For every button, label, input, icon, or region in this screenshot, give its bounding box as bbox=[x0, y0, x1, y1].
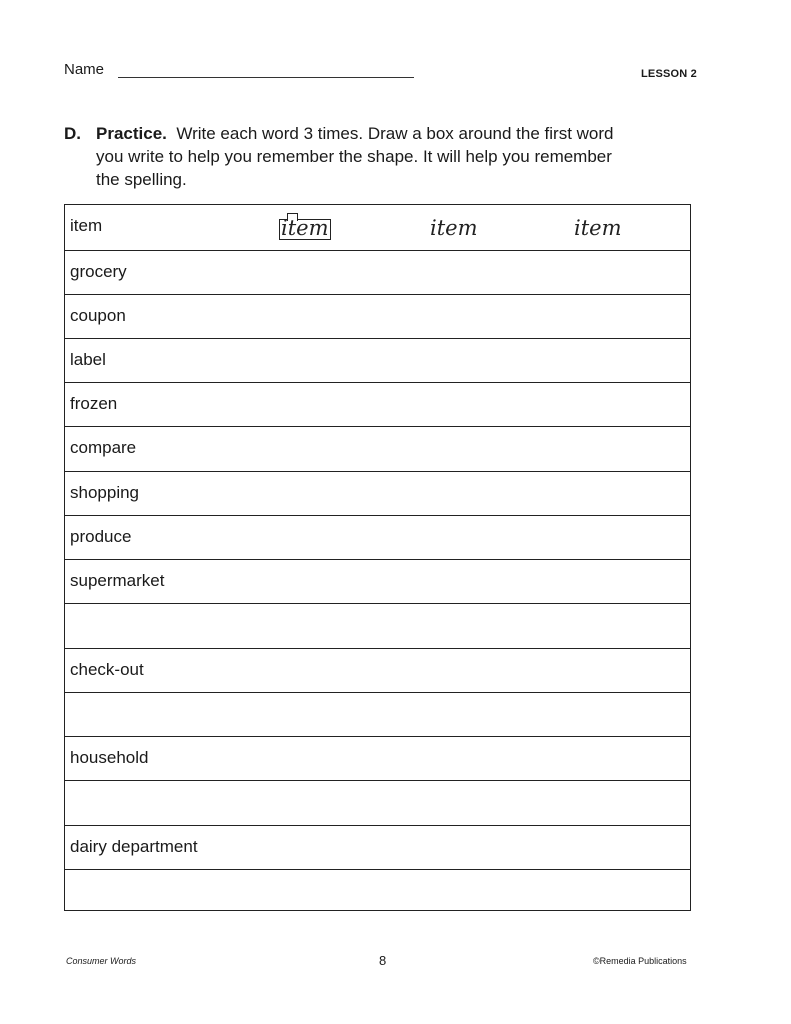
instructions-line-1 bbox=[64, 122, 704, 145]
practice-row[interactable] bbox=[65, 515, 690, 559]
lesson-label: LESSON 2 bbox=[641, 68, 698, 80]
name-label: Name bbox=[64, 61, 105, 78]
spelling-word: check-out bbox=[70, 660, 144, 679]
spelling-word: household bbox=[70, 748, 149, 767]
practice-row[interactable] bbox=[65, 294, 690, 338]
section-letter: D. bbox=[64, 124, 81, 143]
spelling-word: grocery bbox=[70, 262, 127, 281]
practice-row[interactable] bbox=[65, 825, 690, 869]
instructions bbox=[64, 122, 704, 191]
handwritten-example: item bbox=[574, 216, 622, 240]
copyright: ©Remedia Publications bbox=[593, 956, 687, 966]
practice-row[interactable] bbox=[65, 736, 690, 780]
spelling-word: supermarket bbox=[70, 571, 165, 590]
instructions-line-2: you write to help you remember the shape. It will help you remember bbox=[96, 147, 612, 166]
instructions-line-3: the spelling. bbox=[96, 170, 187, 189]
practice-row[interactable] bbox=[65, 250, 690, 294]
spelling-word: label bbox=[70, 350, 106, 369]
practice-row[interactable] bbox=[65, 382, 690, 426]
practice-row-blank[interactable] bbox=[65, 780, 690, 825]
practice-row[interactable] bbox=[65, 205, 690, 250]
practice-grid bbox=[64, 204, 691, 911]
page-number: 8 bbox=[379, 953, 387, 968]
spelling-word: compare bbox=[70, 438, 137, 457]
practice-row[interactable] bbox=[65, 559, 690, 603]
practice-row-blank[interactable] bbox=[65, 692, 690, 736]
spelling-word: produce bbox=[70, 527, 132, 546]
practice-row[interactable] bbox=[65, 426, 690, 471]
footer-title: Consumer Words bbox=[66, 956, 137, 966]
practice-row[interactable] bbox=[65, 471, 690, 515]
spelling-word: item bbox=[70, 216, 103, 235]
handwritten-example: item bbox=[281, 216, 329, 240]
spelling-word: frozen bbox=[70, 394, 118, 413]
spelling-word: dairy department bbox=[70, 837, 198, 856]
name-blank-line[interactable] bbox=[118, 77, 414, 78]
practice-row[interactable] bbox=[65, 648, 690, 692]
practice-row-blank[interactable] bbox=[65, 603, 690, 648]
section-heading: Practice. bbox=[96, 124, 167, 143]
practice-row-blank[interactable] bbox=[65, 869, 690, 909]
handwritten-example: item bbox=[430, 216, 478, 240]
spelling-word: coupon bbox=[70, 306, 126, 325]
practice-row[interactable] bbox=[65, 338, 690, 382]
spelling-word: shopping bbox=[70, 483, 140, 502]
instructions-text-1: Write each word 3 times. Draw a box around the first word bbox=[176, 124, 614, 143]
